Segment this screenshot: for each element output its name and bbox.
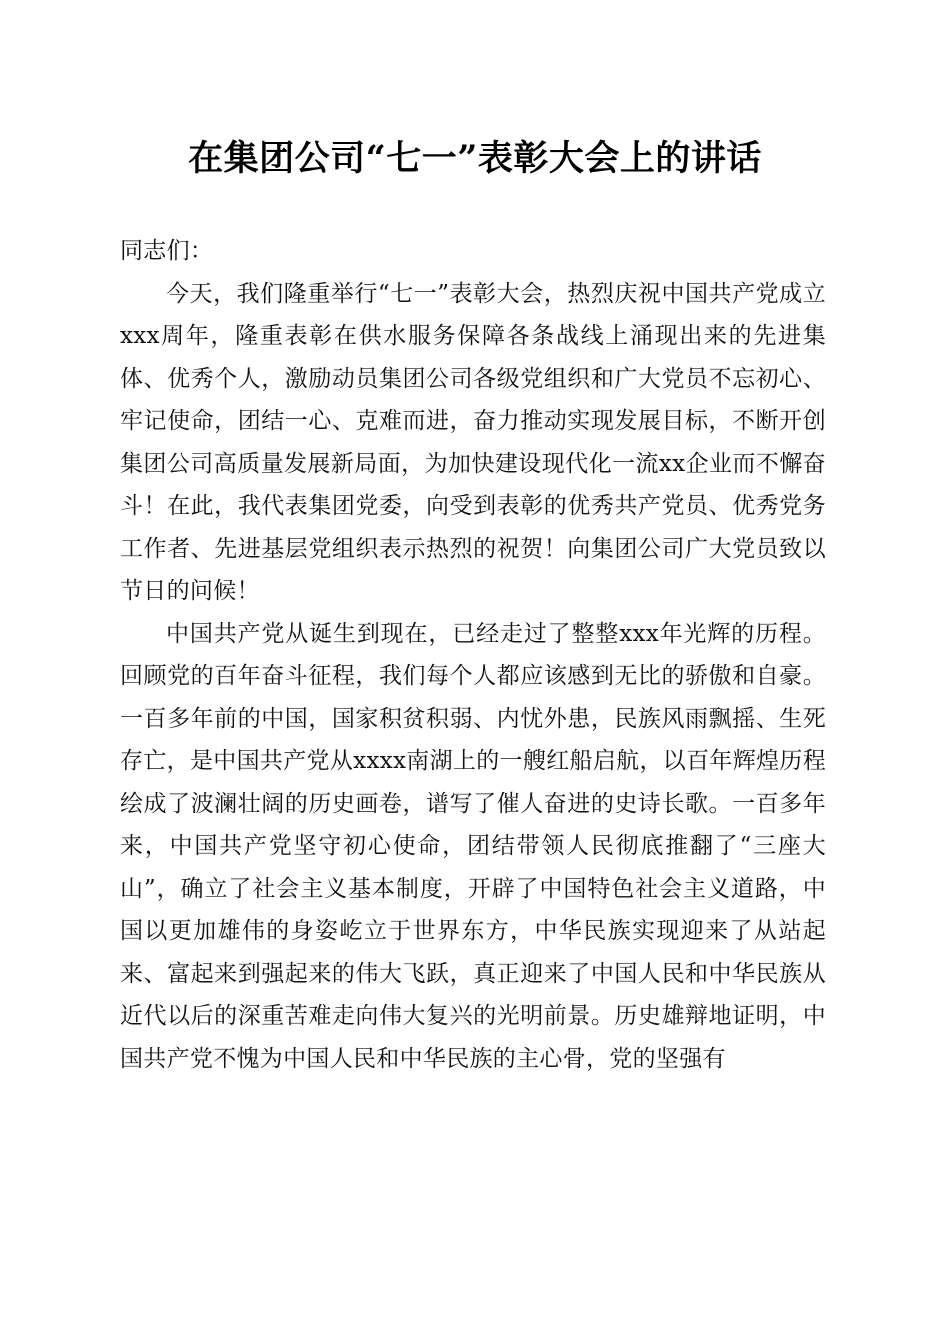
paragraph-2: 中国共产党从诞生到现在，已经走过了整整xxx年光辉的历程。回顾党的百年奋斗征程，我们每个人都应该感到无比的骄傲和自豪。一百多年前的中国，国家积贫积弱、内忧外患，民族风雨飘摇、生死存亡，是中国共产党从xxxx南湖上的一艘红船启航，以百年辉煌历程绘成了波澜壮阔的历史画卷，谱写了催人奋进的史诗长歌。一百多年来，中国共产党坚守初心使命，团结带领人民彻底推翻了“三座大山”，确立了社会主义基本制度，开辟了中国特色社会主义道路，中国以更加雄伟的身姿屹立于世界东方，中华民族实现迎来了从站起来、富起来到强起来的伟大飞跃，真正迎来了中国人民和中华民族从近代以后的深重苦难走向伟大复兴的光明前景。历史雄辩地证明，中国共产党不愧为中国人民和中华民族的主心骨，党的坚强有: [120, 620, 826, 1072]
document-title: 在集团公司“七一”表彰大会上的讲话: [188, 138, 762, 179]
salutation: 同志们：: [120, 238, 214, 264]
paragraph-1: 今天，我们隆重举行“七一”表彰大会，热烈庆祝中国共产党成立xxx周年，隆重表彰在供水服务保障各条战线上涌现出来的先进集体、优秀个人，激励动员集团公司各级党组织和广大党员不忘初心、牢记使命，团结一心、克难而进，奋力推动实现发展目标，不断开创集团公司高质量发展新局面，为加快建设现代化一流xx企业而不懈奋斗！在此，我代表集团党委，向受到表彰的优秀共产党员、优秀党务工作者、先进基层党组织表示热烈的祝贺！向集团公司广大党员致以节日的问候！: [120, 280, 826, 604]
document-body: [120, 230, 826, 1080]
